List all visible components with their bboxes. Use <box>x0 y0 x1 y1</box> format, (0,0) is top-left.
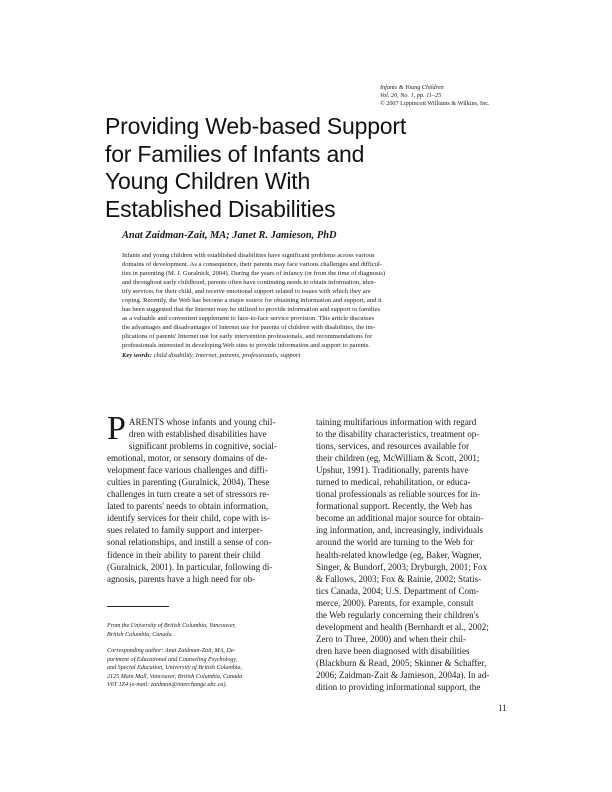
journal-name: Infants & Young Children <box>380 84 444 91</box>
journal-citation <box>380 84 512 109</box>
journal-volume-pages: Vol. 20, No. 1, pp. 11–25 <box>380 92 442 100</box>
body-line: challenges in turn create a set of stressors re- <box>107 489 270 500</box>
article-title <box>105 113 435 223</box>
body-line: Singer, & Bundorf, 2003; Dryburgh, 2001; Fox <box>316 561 488 572</box>
body-line: fidence in their ability to parent their child <box>107 549 261 560</box>
body-line: dren have been diagnosed with disabilities <box>316 645 470 656</box>
abstract <box>122 251 512 360</box>
body-line: turned to medical, rehabilitation, or educa- <box>316 477 471 488</box>
body-line: 2006; Zaidman-Zait & Jamieson, 2004a). In ad- <box>316 669 490 680</box>
abstract-line: ties in parenting (M. J. Guralnick, 2004). During the years of infancy (or from the time of diagnosis) <box>122 270 386 278</box>
body-line: development and health (Bernhardt et al., 2002; <box>316 621 489 632</box>
body-line: significant problems in cognitive, social- <box>128 441 277 452</box>
body-line: Zero to Three, 2000) and when their chil- <box>316 633 467 644</box>
footnote-corresponding-line: and Special Education, University of British Columbia, <box>107 665 243 671</box>
body-line: Upshur, 1991). Traditionally, parents have <box>316 465 469 476</box>
body-first-line-text: ARENTS whose infants and young chil- <box>128 417 276 427</box>
body-line: agnosis, parents have a high need for ob- <box>107 573 256 584</box>
article-authors: Anat Zaidman-Zait, MA; Janet R. Jamieson, PhD <box>122 230 337 241</box>
body-column-left <box>107 410 297 585</box>
article-title-line: Providing Web-based Support <box>105 113 407 139</box>
abstract-line: coping. Recently, the Web has become a major source for obtaining information and support, and it <box>122 297 382 305</box>
abstract-line: tify services for their child, and receive emotional support related to issues with which they are <box>122 288 371 296</box>
footnote-corresponding-line: V6T 1Z4 (e-mail: zaidman@interchange.ubc.ca). <box>107 682 228 688</box>
footnote-corresponding-line: 2125 Main Mall, Vancouver, British Columbia, Canada <box>107 673 243 680</box>
footnote-divider <box>107 606 169 607</box>
body-line: the Web regularly concerning their children's <box>316 609 479 620</box>
abstract-line: plications of parents' Internet use for early intervention professionals, and recommendations for <box>122 333 373 341</box>
body-line <box>107 416 297 428</box>
body-line: sues related to family support and interper- <box>107 525 263 536</box>
body-line: merce, 2000). Parents, for example, consult <box>316 597 474 608</box>
body-line: (Guralnick, 2001). In particular, following di- <box>107 561 273 572</box>
abstract-line: Infants and young children with established disabilities have significant problems across various <box>122 252 375 259</box>
article-title-line: Young Children With <box>105 168 311 194</box>
body-line: lated to parents' needs to obtain information, <box>107 501 269 512</box>
body-line: around the world are turning to the Web for <box>316 537 474 548</box>
body-line: dren with established disabilities have <box>128 429 267 440</box>
body-line: become an additional major source for obtain- <box>316 513 484 524</box>
footnote-gap <box>107 639 299 647</box>
abstract-line: as a valuable and convenient supplement to face-to-face service provision. This article discusses <box>122 315 375 323</box>
abstract-line: the advantages and disadvantages of Internet use for parents of children with disabilities, the im- <box>122 324 375 332</box>
abstract-line: and throughout early childhood, parents often have continuing needs to obtain information, iden- <box>122 279 376 287</box>
body-line: tional professionals as reliable sources for in- <box>316 489 481 500</box>
body-line: identify services for their child, cope with is- <box>107 513 270 524</box>
footnote-corresponding-line: Corresponding author: Anat Zaidman-Zait, MA, De- <box>107 648 236 654</box>
body-line: sonal relationships, and instill a sense of con- <box>107 537 272 548</box>
body-line: culties in parenting (Guralnick, 2004). These <box>107 477 270 488</box>
abstract-line: professionals interested in developing Web sites to provide information and support to parents. <box>122 342 370 350</box>
article-title-line: Established Disabilities <box>105 195 336 222</box>
keywords-label: Key words: <box>122 351 153 359</box>
body-line: velopment face various challenges and diffi- <box>107 465 268 476</box>
keywords-line <box>122 351 512 360</box>
page-number: 11 <box>498 703 507 713</box>
keywords: child disability, Internet, parents, professionals, support <box>153 351 301 359</box>
footnote-affiliation-line: British Columbia, Canada. <box>107 631 174 638</box>
body-line: emotional, motor, or sensory domains of de- <box>107 453 268 464</box>
body-line: their children (eg, McWilliam & Scott, 2001; <box>316 453 480 464</box>
body-line: to the disability characteristics, treatment op- <box>316 429 480 440</box>
body-line: dition to providing informational support, the <box>316 682 481 693</box>
footnote-affiliation-line: From the University of British Columbia, Vancouver, <box>107 623 236 629</box>
body-line: ing information, and, increasingly, individuals <box>316 525 484 536</box>
body-line: & Fallows, 2003; Fox & Rainie, 2002; Statis- <box>316 573 482 584</box>
body-line: tions, services, and resources available for <box>316 441 469 452</box>
drop-cap: P <box>107 410 126 447</box>
footnotes <box>107 622 299 690</box>
journal-copyright: © 2007 Lippincott Williams & Wilkins, Inc. <box>380 100 490 108</box>
abstract-line: has been suggested that the Internet may be utilized to provide information and support to families <box>122 306 380 314</box>
abstract-line: domains of development. As a consequence, their parents may face various challenges and difficul- <box>122 261 383 269</box>
footnote-corresponding-line: partment of Educational and Counseling Psychology, <box>107 656 238 663</box>
body-line: formational support. Recently, the Web has <box>316 501 473 512</box>
body-line: health-related knowledge (eg, Baker, Wagner, <box>316 549 482 560</box>
body-line: tics Canada, 2004; U.S. Department of Com- <box>316 585 480 596</box>
body-line: (Blackburn & Read, 2005; Skinner & Schaffer, <box>316 657 487 668</box>
body-column-right <box>316 416 506 693</box>
body-line: taining multifarious information with regard <box>316 417 477 427</box>
article-title-line: for Families of Infants and <box>105 140 365 167</box>
